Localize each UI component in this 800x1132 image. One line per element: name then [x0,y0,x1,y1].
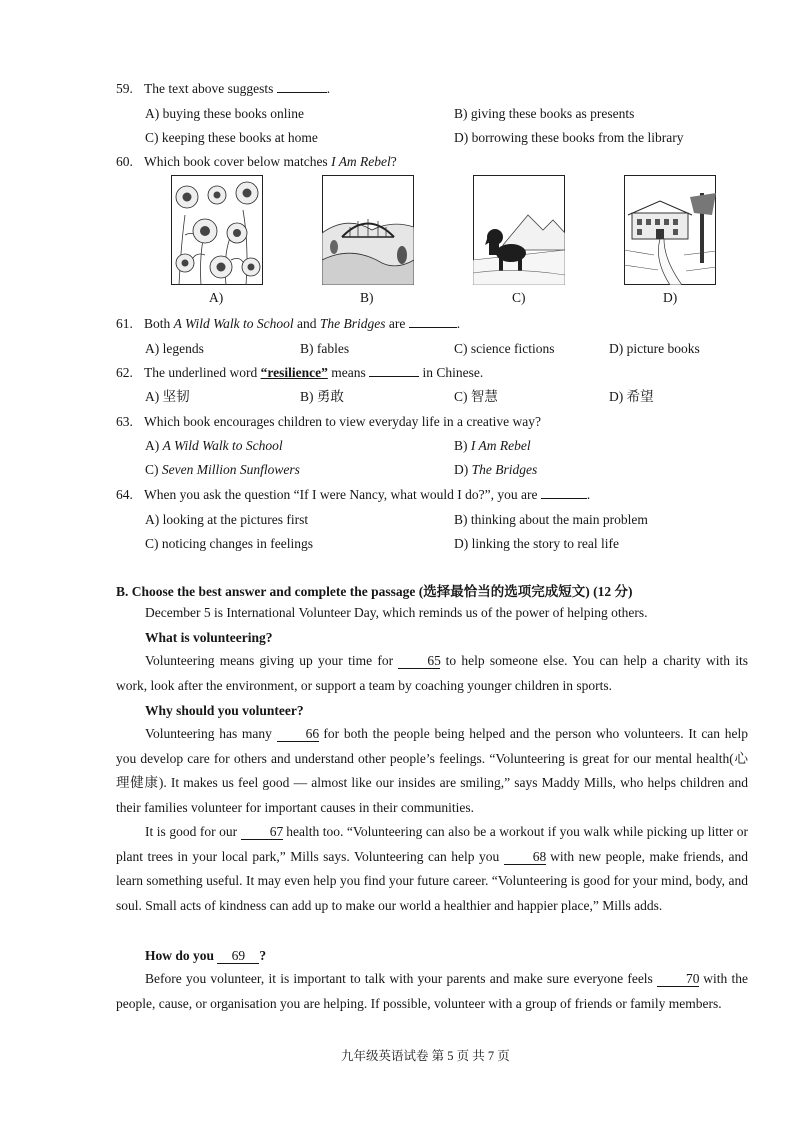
house-path-cover-icon [624,175,716,285]
gap-69: 69 [217,949,259,964]
option-text: Seven Million Sunflowers [161,462,300,477]
answer-blank [541,486,587,499]
option-d: D) 希望 [609,389,654,404]
page-footer: 九年级英语试卷 第 5 页 共 7 页 [341,1049,510,1063]
heading-why-volunteer: Why should you volunteer? [145,703,304,718]
passage-text: Volunteering has many [145,726,272,741]
option-a: A) looking at the pictures first [145,512,309,527]
question-text: are [388,316,406,331]
gap-68: 68 [504,850,546,865]
passage-text: with the people, cause, or organisation you are helping. If possible, volunteer with a group of friends or family members. [116,971,748,1011]
question-number: 60. [116,154,133,169]
option-a: A) buying these books online [145,106,304,121]
question-text: The text above suggests [144,81,274,96]
option-c: C) noticing changes in feelings [145,536,313,551]
option-a [145,437,283,455]
section-b-header: B. Choose the best answer and complete the passage (选择最恰当的选项完成短文) (12 分) [116,584,633,599]
answer-blank [369,364,419,377]
option-c: C) 智慧 [454,389,498,404]
cover-b-label: B) [360,290,374,305]
gap-66: 66 [277,727,319,742]
option-d: D) linking the story to real life [454,536,619,551]
question-64-stem: 64. When you ask the question “If I were Nancy, what would I do?”, you are . [116,487,591,502]
passage-intro: December 5 is International Volunteer Day, which reminds us of the power of helping others. [145,605,648,620]
question-text: The underlined word [144,365,258,380]
passage-text: health too. “Volunteering can also be a workout if you walk while picking up litter or plant trees in your local park,” Mills says. Volunteering can help you [116,824,749,864]
question-59-stem: 59. The text above suggests . [116,81,331,96]
gap-67: 67 [241,825,283,840]
option-d [454,461,537,479]
sunflowers-cover-icon [171,175,263,285]
question-text: Which book encourages children to view everyday life in a creative way? [144,414,541,429]
question-text: Both [144,316,171,331]
question-60-stem [116,153,397,171]
option-d: D) picture books [609,341,700,356]
paragraph-3 [116,820,748,918]
paragraph-2 [116,722,748,820]
option-text: I Am Rebel [470,438,531,453]
question-number: 61. [116,316,133,331]
passage-text: for both the people being helped and the person who volunteers. It can help you develop care for others and understand other people’s feelings. “Volunteering is great for our mental health(心理健康). It makes us feel good — almost like our insides are smiling,” says Maddy Mills, who helps children and their families volunteer for important causes in their communities. [116,726,749,815]
heading-how-do-you [145,947,266,965]
option-c: C) keeping these books at home [145,130,318,145]
option-c: C) science fictions [454,341,555,356]
question-text: means [331,365,366,380]
option-b: B) thinking about the main problem [454,512,648,527]
book-title: The Bridges [319,316,386,331]
passage-text: Before you volunteer, it is important to talk with your parents and make sure everyone feels [145,971,653,986]
heading-what-is-volunteering: What is volunteering? [145,630,273,645]
paragraph-4 [116,967,748,1016]
option-b: B) giving these books as presents [454,106,635,121]
option-text: A Wild Walk to School [162,438,283,453]
question-mark: ? [390,154,397,169]
book-title: I Am Rebel [331,154,391,169]
question-number: 64. [116,487,133,502]
underlined-word: “resilience” [260,365,328,380]
question-text: and [297,316,317,331]
passage-text: Volunteering means giving up your time for [145,653,394,668]
question-text: When you ask the question “If I were Nancy, what would I do?”, you are [144,487,538,502]
question-62-stem [116,364,483,382]
question-number: 63. [116,414,133,429]
heading-text: How do you [145,948,215,963]
option-label: D) [454,462,469,477]
option-a: A) 坚韧 [145,389,190,404]
question-text: in Chinese. [422,365,484,380]
cover-c-label: C) [512,290,526,305]
question-number: 59. [116,81,133,96]
bridge-landscape-cover-icon [322,175,414,285]
question-61-stem: 61. Both A Wild Walk to School and The Bridges are . [116,316,461,331]
answer-blank [409,315,457,328]
question-63-stem [116,413,541,431]
option-label: A) [145,438,160,453]
passage-text: It is good for our [145,824,238,839]
question-text: Which book cover below matches [144,154,328,169]
cover-a-label: A) [209,290,224,305]
paragraph-1 [116,649,748,698]
gap-70: 70 [657,972,699,987]
option-b: B) 勇敢 [300,389,344,404]
answer-blank [277,80,327,93]
option-c [145,461,300,479]
dog-mountain-cover-icon [473,175,565,285]
gap-65: 65 [398,654,440,669]
option-a: A) legends [145,341,204,356]
book-title: A Wild Walk to School [173,316,294,331]
cover-d-label: D) [663,290,678,305]
option-label: B) [454,438,468,453]
passage-text: with new people, make friends, and learn something useful. It may even help you find your future career. “Volunteering is good for your mind, body, and soul. Small acts of kindness can add up to make our world a healthier and happier place,” Mills adds. [116,848,749,913]
option-label: C) [145,462,159,477]
question-number: 62. [116,365,133,380]
option-d: D) borrowing these books from the library [454,130,684,145]
heading-text: ? [259,948,267,963]
option-b [454,437,531,455]
option-text: The Bridges [471,462,538,477]
option-b: B) fables [300,341,350,356]
passage-text: to help someone else. You can help a charity with its work, look after the environment, or support a team by coaching younger children in sports. [116,653,749,693]
